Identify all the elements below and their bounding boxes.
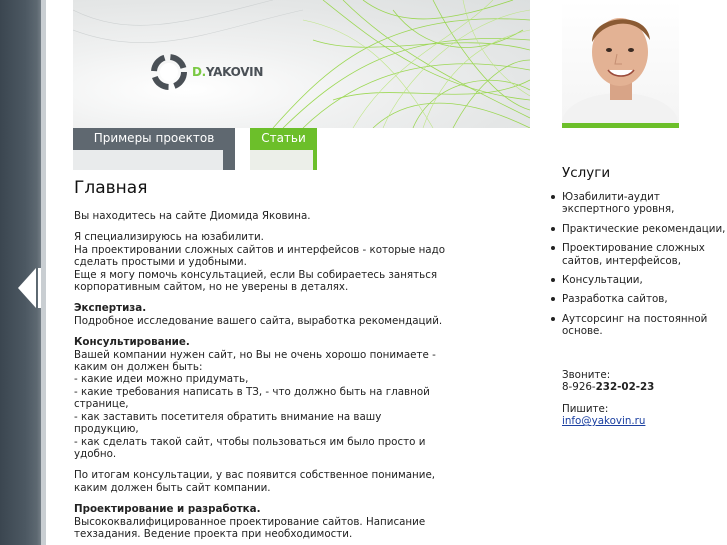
- author-portrait-image: [562, 0, 679, 123]
- services-sidebar: [551, 164, 727, 345]
- email-block: [562, 403, 722, 428]
- arrow-left-icon[interactable]: [16, 266, 42, 310]
- contacts-block: [562, 369, 722, 437]
- logo-text: [192, 65, 263, 79]
- tab-articles[interactable]: [250, 128, 317, 170]
- tab-projects-edge: [223, 128, 235, 170]
- list-item: Разработка сайтов,: [551, 293, 727, 305]
- tab-articles-label[interactable]: Статьи: [250, 128, 317, 150]
- write-label: Пишите:: [562, 402, 609, 415]
- call-label: Звоните:: [562, 369, 611, 381]
- phone-number: 232-02-23: [595, 381, 655, 394]
- phone-prefix: 8-926-: [562, 381, 596, 394]
- about-line: Еще я могу помочь консультацией, если Вы собираетесь заняться корпоративным сайтом, но не уверены в деталях.: [74, 268, 438, 294]
- logo-initial: D.: [192, 65, 206, 79]
- expertise-block: [74, 302, 446, 327]
- about-line: На проектировании сложных сайтов и интерфейсов - которые надо сделать простыми и удобными.: [74, 243, 446, 269]
- about-block: [74, 231, 446, 293]
- expertise-text: Подробное исследование вашего сайта, выработка рекомендаций.: [74, 314, 443, 327]
- design-heading: Проектирование и разработка.: [74, 503, 261, 516]
- email-link[interactable]: info@yakovin.ru: [562, 415, 646, 428]
- consulting-heading: Консультирование.: [74, 336, 190, 349]
- intro-text: Вы находитесь на сайте Диомида Яковина.: [74, 210, 311, 222]
- design-block: [74, 503, 446, 540]
- swirl-decoration: [73, 0, 530, 128]
- page-title: Главная: [74, 178, 148, 198]
- consulting-block: [74, 336, 446, 460]
- list-item: Практические рекомендации,: [551, 223, 727, 235]
- outcome-text: По итогам консультации, у вас появится собственное понимание, каким должен быть сайт компании.: [74, 469, 436, 494]
- ring-logo-icon: [149, 52, 189, 92]
- list-item: Юзабилити-аудит экспертного уровня,: [551, 191, 727, 216]
- site-logo[interactable]: [149, 52, 263, 92]
- consulting-line: - как заставить посетителя обратить внимание на вашу продукцию,: [74, 410, 382, 436]
- header-banner: [73, 0, 530, 128]
- design-text: Высококвалифицированное проектирование сайтов. Написание техзадания. Ведение проекта при необходимости.: [74, 515, 426, 540]
- consulting-line: - какие идеи можно придумать,: [74, 373, 249, 386]
- list-item: Консультации,: [551, 274, 727, 286]
- tab-projects[interactable]: [73, 128, 235, 170]
- phone-block: [562, 369, 722, 394]
- tab-projects-label[interactable]: Примеры проектов: [73, 128, 235, 150]
- expertise-heading: Экспертиза.: [74, 302, 147, 315]
- list-item: Проектирование сложных сайтов, интерфейсов,: [551, 242, 727, 267]
- consulting-line: - какие требования написать в ТЗ, - что должно быть на главной странице,: [74, 385, 430, 411]
- author-photo: [562, 0, 679, 128]
- services-list: [551, 191, 727, 338]
- services-title: Услуги: [562, 165, 611, 181]
- list-item: Аутсорсинг на постоянной основе.: [551, 313, 727, 338]
- tab-articles-edge: [313, 128, 317, 170]
- consulting-line: Вашей компании нужен сайт, но Вы не очень хорошо понимаете - каким он должен быть:: [74, 348, 436, 374]
- consulting-line: - как сделать такой сайт, чтобы пользоваться им было просто и удобно.: [74, 435, 426, 460]
- main-content: [74, 176, 446, 545]
- about-line: Я специализируюсь на юзабилити.: [74, 231, 264, 244]
- logo-name: YAKOVIN: [205, 65, 264, 79]
- left-rail: [0, 0, 46, 545]
